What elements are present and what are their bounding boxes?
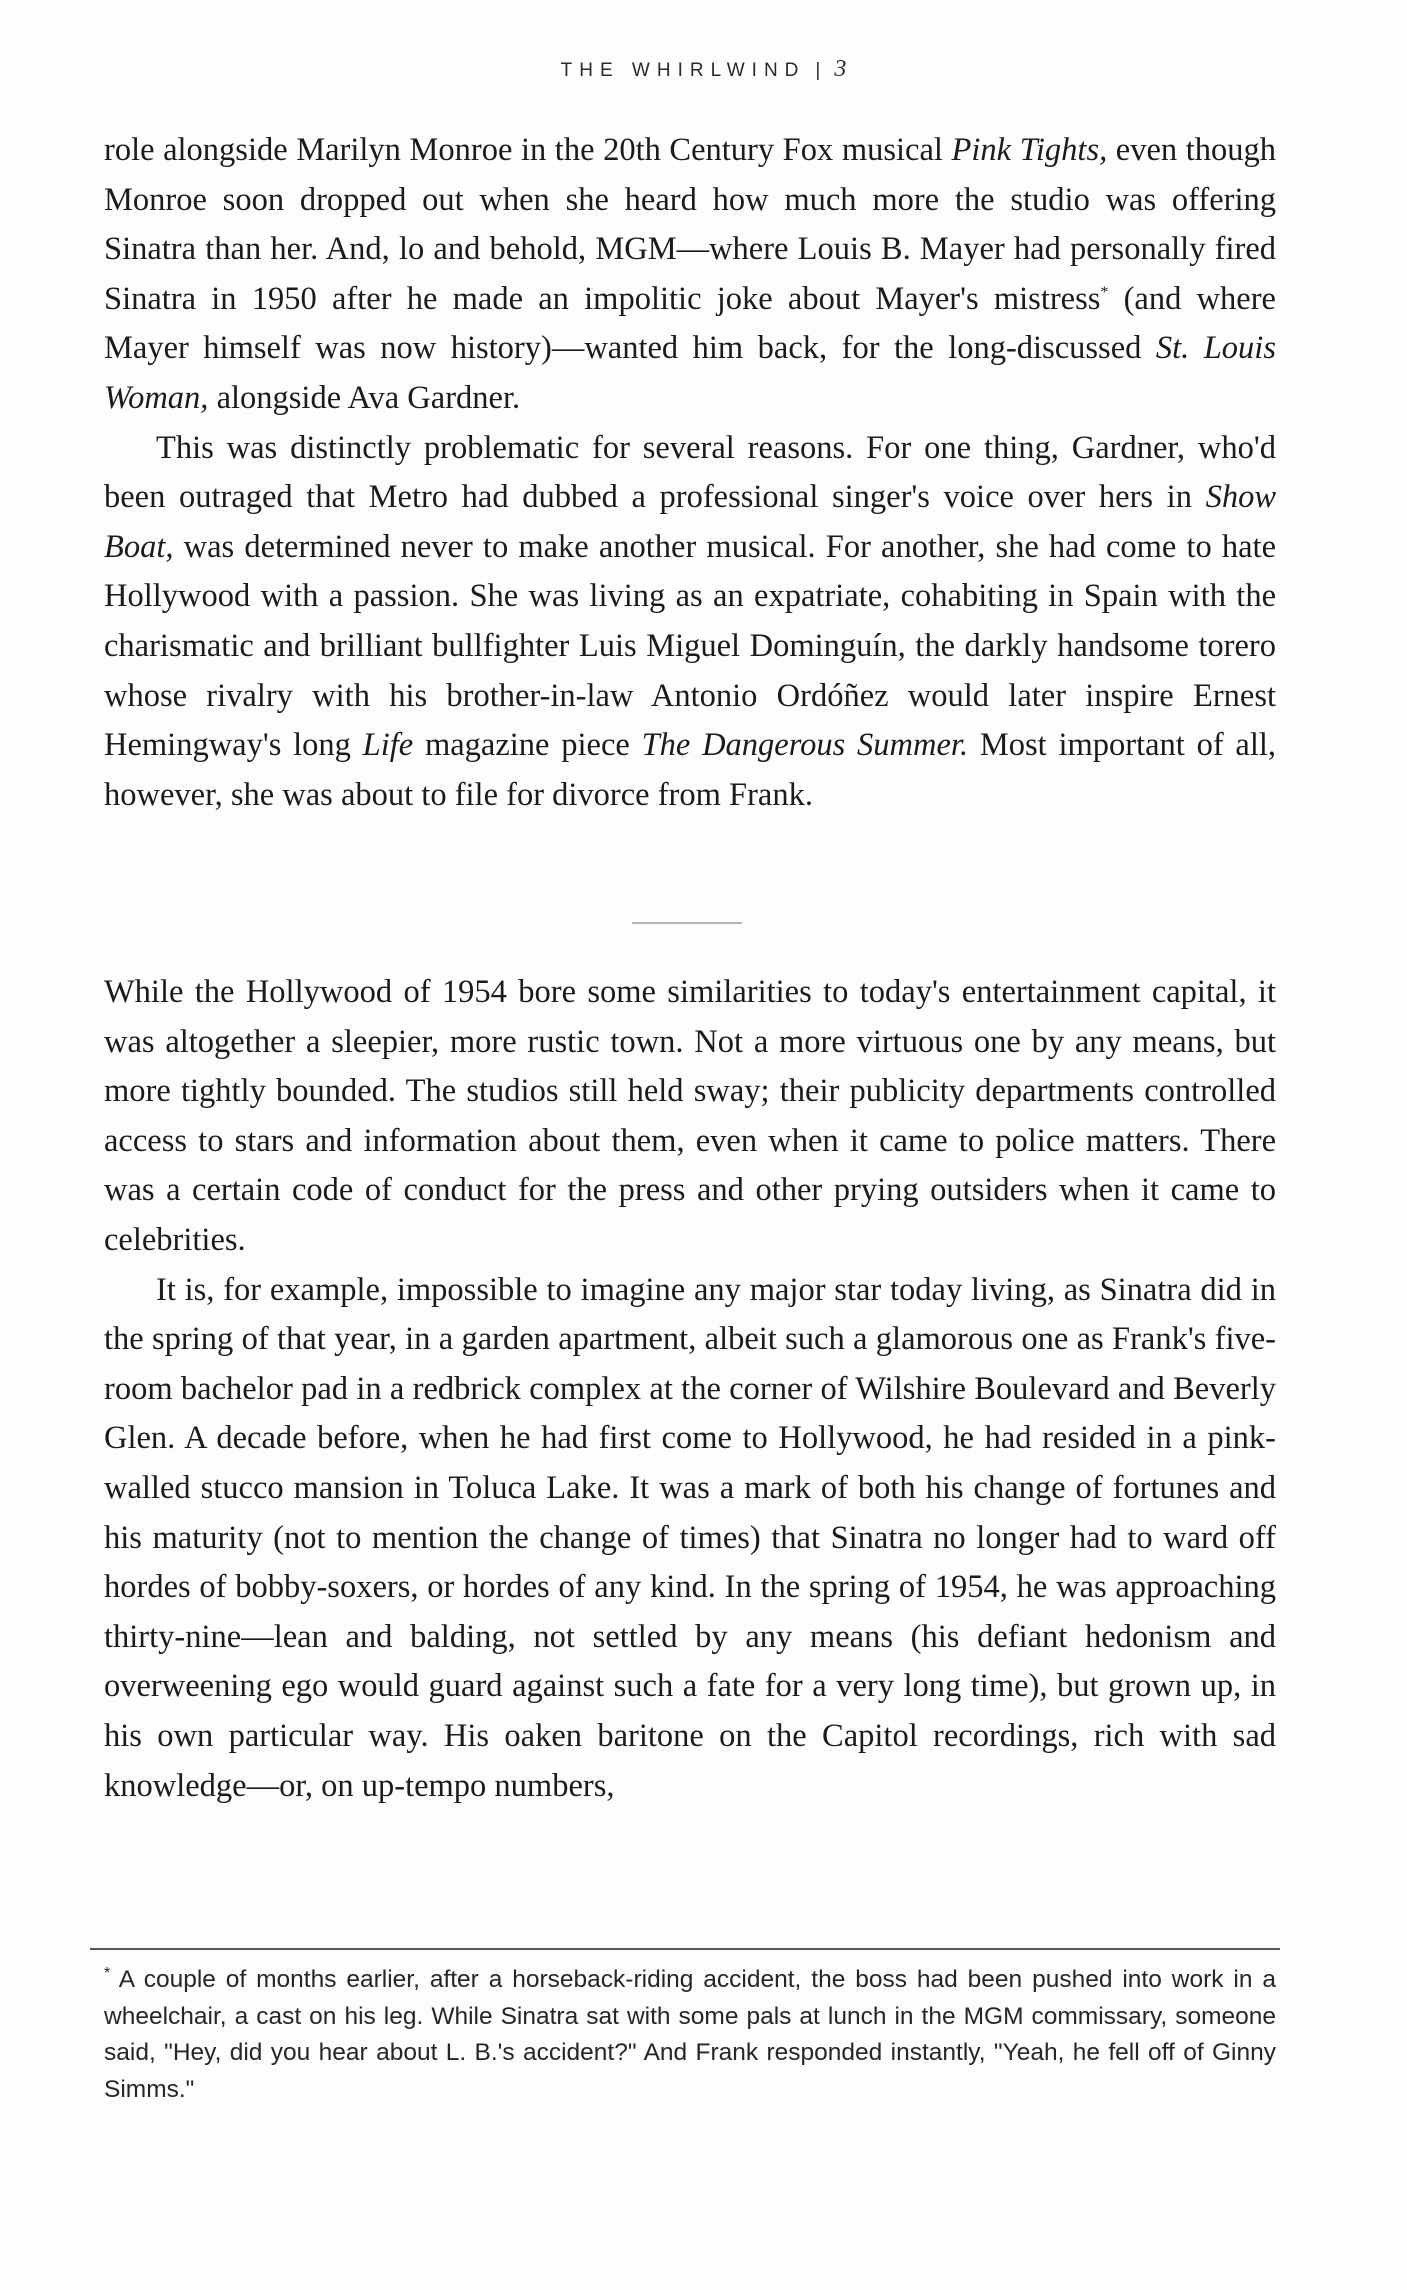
title-dangerous-summer: The Dangerous Summer. [641,727,969,764]
footnote-rule [90,1948,1280,1950]
footnote [104,1962,1276,2108]
running-head [0,56,1407,83]
page-number: 3 [834,56,847,82]
title-st-louis-woman: St. Louis Woman, [104,330,1276,416]
paragraph-2-text-a: This was distinctly problematic for several reasons. For one thing, Gardner, who'd been outraged that Metro had dubbed a professional singer's voice over hers in [104,429,1276,516]
paragraph-1-text-c: (and where Mayer himself was now history)—wanted him back, for the long-discussed [104,280,1276,367]
paragraph-2-text-b: was determined never to make another musical. For another, she had come to hate Hollywood with a passion. She was living as an expatriate, cohabiting in Spain with the charismatic and brilliant bullfighter Luis Miguel Dominguín, the darkly handsome torero whose rivalry with his brother-in-law Antonio Ordóñez would later inspire Ernest Hemingway's long [104,528,1276,764]
running-head-title: THE WHIRLWIND [560,60,806,81]
footnote-text: A couple of months earlier, after a horseback-riding accident, the boss had been pushed into work in a wheelchair, a cast on his leg. While Sinatra sat with some pals at lunch in the MGM commissary, someone said, "Hey, did you hear about L. B.'s accident?" And Frank responded instantly, "Yeah, he fell off of Ginny Simms." [104,1966,1276,2103]
title-pink-tights: Pink Tights, [951,132,1108,168]
paragraph-4: It is, for example, impossible to imagine any major star today living, as Sinatra did in the spring of that year, in a garden apartment, albeit such a glamorous one as Frank's five-room bachelor pad in a redbrick complex at the corner of Wilshire Boulevard and Beverly Glen. A decade before, when he had first come to Hollywood, he had resided in a pink-walled stucco mansion in Toluca Lake. It was a mark of both his change of fortunes and his maturity (not to mention the change of times) that Sinatra no longer had to ward off hordes of bobby-soxers, or hordes of any kind. In the spring of 1954, he was approaching thirty-nine—lean and balding, not settled by any means (his defiant hedonism and overweening ego would guard against such a fate for a very long time), but grown up, in his own particular way. His oaken baritone on the Capitol recordings, rich with sad knowledge—or, on up-tempo numbers, [104,1271,1276,1804]
paragraph-1-text-a: role alongside Marilyn Monroe in the 20th Century Fox musical [104,132,952,168]
footnote-reference-mark: * [1100,283,1109,301]
section-one [104,126,1276,820]
paragraph-2 [104,424,1276,821]
paragraph-1-text-b: even though Monroe soon dropped out when she heard how much more the studio was offering Sinatra than her. And, lo and behold, MGM—where Louis B. Mayer had personally fired Sinatra in 1950 after he made an impolitic joke about Mayer's mistress [104,132,1276,317]
running-head-separator: | [815,60,821,81]
paragraph-1-text-d: alongside Ava Gardner. [208,379,521,416]
paragraph-1 [104,126,1276,424]
section-two [104,968,1276,1811]
title-life: Life [362,727,414,764]
paragraph-3: While the Hollywood of 1954 bore some similarities to today's entertainment capital, it was altogether a sleepier, more rustic town. Not a more virtuous one by any means, but more tightly bounded. The studios still held sway; their publicity departments controlled access to stars and information about them, even when it came to police matters. There was a certain code of conduct for the press and other prying outsiders when it came to celebrities. [104,974,1276,1258]
section-break-rule [632,922,742,924]
footnote-mark: * [104,1964,111,1982]
paragraph-2-text-c: magazine piece [413,727,642,764]
title-show-boat: Show Boat, [104,479,1276,565]
paragraph-2-text-d: Most important of all, however, she was about to file for divorce from Frank. [104,727,1277,813]
